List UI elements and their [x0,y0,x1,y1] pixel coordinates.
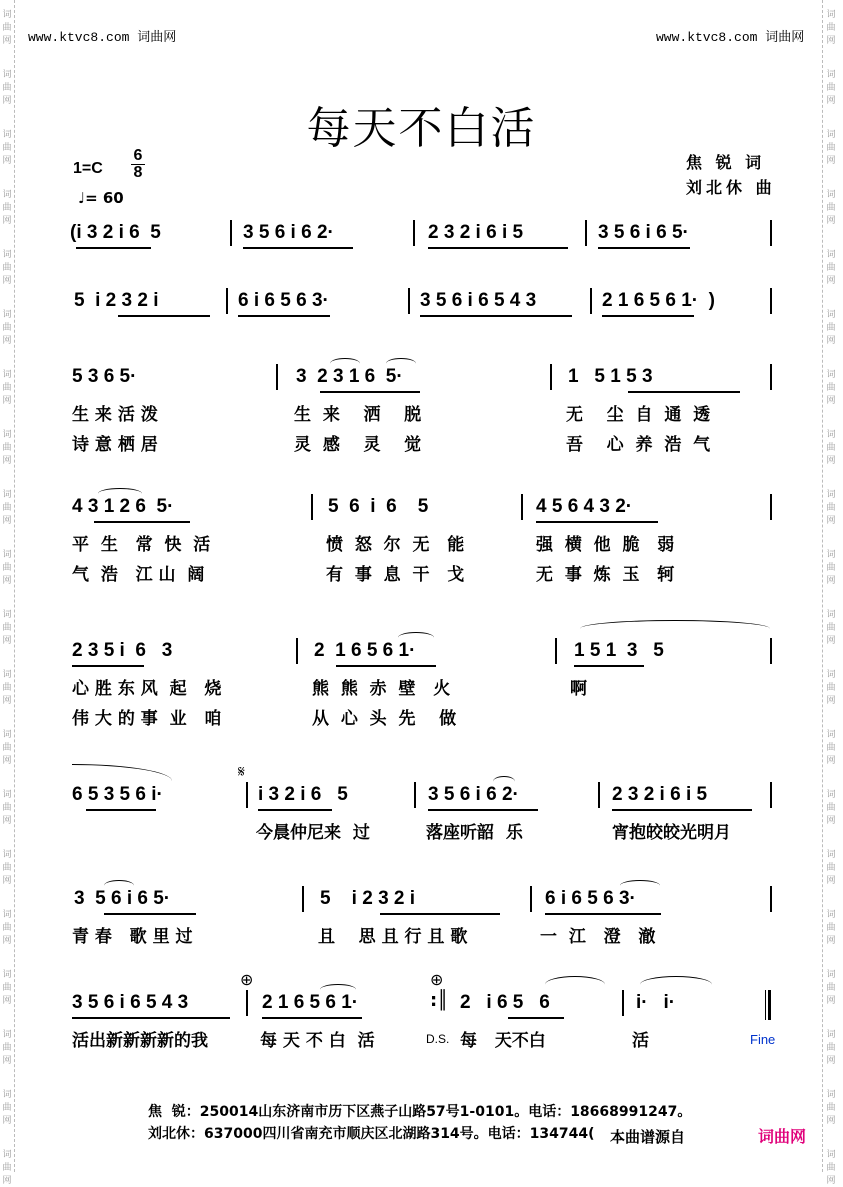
source-note: 本曲谱源自 [610,1128,686,1146]
lyrics-verse-1: 每 天不白 [460,1031,546,1051]
watermark-char: 词 [826,910,836,920]
measure-7-2: 5 i 2 3 2 i [320,888,416,909]
watermark-char: 曲 [826,203,836,213]
measure-5-1: 2 3 5 i 6 3 [72,640,173,661]
beam-underline [628,391,740,393]
watermark-char: 词 [826,1030,836,1040]
site-url-right[interactable]: www.ktvc8.com 词曲网 [656,30,805,45]
watermark-char: 网 [2,156,12,166]
barline [770,364,772,390]
lyrics-verse-2: 有 事 息 干 戈 [326,565,465,585]
lyrics-verse-2: 灵 感 灵 觉 [294,435,422,455]
coda-icon: ⊕ [240,970,254,989]
watermark-char: 曲 [2,1043,12,1053]
watermark-char: 曲 [826,323,836,333]
song-title: 每天不白活 [306,103,537,154]
barline [770,638,772,664]
watermark-char: 网 [826,696,836,706]
lyrics-verse-2: 诗 意 栖 居 [72,435,158,455]
beam-underline [262,1017,362,1019]
lyrics-verse-1: 每 天 不 白 活 [260,1031,375,1051]
watermark-char: 曲 [2,263,12,273]
slur [398,632,434,643]
watermark-char: 网 [2,936,12,946]
barline [770,220,772,246]
slur [386,358,416,369]
watermark-char: 词 [2,370,12,380]
slur [104,880,134,891]
barline [590,288,592,314]
watermark-char: 网 [826,1116,836,1126]
measure-2-1: 5 i 2 3 2 i [74,290,159,311]
measure-8-2: 2 1 6 5 6 1· [262,992,359,1013]
watermark-char: 网 [2,756,12,766]
measure-6-3: 3 5 6 i 6 2· [428,784,519,805]
brand-logo-text[interactable]: 词曲网 [758,1127,807,1146]
lyrics-verse-1: 宵抱皎皎光明月 [612,823,731,843]
site-url-left[interactable]: www.ktvc8.com 词曲网 [28,30,177,45]
watermark-char: 网 [2,1056,12,1066]
watermark-char: 词 [2,910,12,920]
watermark-char: 词 [2,490,12,500]
watermark-char: 网 [826,276,836,286]
lyrics-verse-1: 愤 怒 尔 无 能 [326,535,465,555]
watermark-char: 曲 [826,1163,836,1173]
measure-6-4: 2 3 2 i 6 i 5 [612,784,708,805]
watermark-char: 曲 [826,1043,836,1053]
coda-icon: ⊕ [430,970,444,989]
beam-underline [428,809,538,811]
watermark-char: 曲 [826,863,836,873]
watermark-char: 词 [2,610,12,620]
watermark-char: 曲 [826,923,836,933]
watermark-char: 曲 [826,503,836,513]
watermark-char: 词 [2,730,12,740]
watermark-char: 词 [2,790,12,800]
lyrics-verse-1: 青 春 歌 里 过 [72,927,193,947]
measure-4-2: 5 6 i 6 5 [328,496,429,517]
measure-6-2: i 3 2 i 6 5 [258,784,348,805]
time-signature [131,148,145,181]
measure-7-1: 3 5 6 i 6 5· [74,888,171,909]
watermark-char: 词 [2,1090,12,1100]
measure-1-4: 3 5 6 i 6 5· [598,222,689,243]
watermark-char: 词 [2,670,12,680]
watermark-char: 曲 [2,623,12,633]
watermark-char: 词 [826,370,836,380]
barline [770,288,772,314]
lyrics-verse-1: 今晨仲尼来 过 [256,823,370,843]
beam-underline [238,315,330,317]
watermark-char: 网 [826,36,836,46]
watermark-char: 网 [826,456,836,466]
slur-long [545,976,605,993]
beam-underline [420,315,572,317]
beam-underline [545,913,661,915]
beam-underline [508,1017,564,1019]
lyrics-verse-1: 强 横 他 脆 弱 [536,535,675,555]
watermark-char: 词 [826,490,836,500]
watermark-char: 词 [2,70,12,80]
beam-underline [380,913,500,915]
watermark-char: 曲 [2,1103,12,1113]
slur-long [72,764,172,781]
watermark-char: 曲 [826,563,836,573]
measure-2-2: 6 i 6 5 6 3· [238,290,329,311]
barline [311,494,313,520]
watermark-char: 网 [2,396,12,406]
measure-5-3: 1 5 1 3 5 [574,640,664,661]
tempo-value: = 60 [85,189,124,207]
beam-underline [536,521,658,523]
watermark-char: 词 [826,550,836,560]
barline [276,364,278,390]
watermark-char: 词 [826,1150,836,1160]
barline [598,782,600,808]
lyrics-verse-1: 活出新新新新的我 [72,1031,208,1051]
beam-underline [76,247,151,249]
watermark-char: 曲 [826,263,836,273]
beam-underline [574,665,644,667]
watermark-char: 曲 [2,443,12,453]
watermark-char: 曲 [2,383,12,393]
watermark-char: 曲 [826,683,836,693]
watermark-char: 曲 [2,203,12,213]
watermark-char: 网 [826,816,836,826]
watermark-char: 词 [2,970,12,980]
watermark-char: 曲 [826,983,836,993]
time-bottom: 8 [131,164,145,181]
beam-underline [612,809,752,811]
watermark-char: 词 [2,550,12,560]
slur [620,880,660,891]
beam-underline [72,1017,230,1019]
measure-3-3: 1 5 1 5 3 [568,366,653,387]
fine-marking: Fine [750,1032,776,1047]
watermark-char: 网 [826,576,836,586]
watermark-char: 曲 [2,863,12,873]
watermark-char: 曲 [826,143,836,153]
lyrics-verse-1: 生 来 活 泼 [72,405,158,425]
beam-underline [94,521,190,523]
barline [408,288,410,314]
slur [330,358,360,369]
barline [555,638,557,664]
measure-6-1: 6 5 3 5 6 i· [72,784,163,805]
watermark-char: 曲 [2,503,12,513]
barline [622,990,624,1016]
lyrics-verse-2: 从 心 头 先 做 [312,709,457,729]
lyrics-verse-2: 气 浩 江 山 阔 [72,565,205,585]
barline [302,886,304,912]
lyrics-verse-2: 无 事 炼 玉 轲 [536,565,675,585]
lyrics-verse-1: 心 胜 东 风 起 烧 [72,679,222,699]
watermark-char: 曲 [2,743,12,753]
watermark-char: 网 [826,216,836,226]
lyrics-verse-2: 伟 大 的 事 业 咱 [72,709,222,729]
measure-2-3: 3 5 6 i 6 5 4 3 [420,290,537,311]
watermark-char: 词 [2,250,12,260]
lyrics-verse-1: 一 江 澄 澈 [540,927,656,947]
measure-8-1: 3 5 6 i 6 5 4 3 [72,992,189,1013]
barline [521,494,523,520]
beam-underline [118,315,210,317]
watermark-char: 曲 [2,23,12,33]
measure-4-3: 4 5 6 4 3 2· [536,496,633,517]
watermark-char: 词 [826,70,836,80]
watermark-char: 网 [826,396,836,406]
lyrics-verse-1: 落座听韶 乐 [426,823,523,843]
watermark-char: 网 [2,636,12,646]
slur [320,984,356,995]
watermark-char: 曲 [2,1163,12,1173]
watermark-char: 词 [826,850,836,860]
measure-7-3: 6 i 6 5 6 3· [545,888,636,909]
watermark-char: 曲 [826,83,836,93]
barline [246,782,248,808]
beam-underline [243,247,353,249]
watermark-char: 网 [2,36,12,46]
watermark-char: 网 [2,276,12,286]
segno-icon: 𝄋 [238,762,245,781]
slur [493,776,515,787]
watermark-char: 网 [826,156,836,166]
watermark-char: 曲 [2,683,12,693]
ds-marking: D.S. [426,1032,450,1046]
watermark-char: 曲 [2,923,12,933]
watermark-char: 词 [826,610,836,620]
measure-5-2: 2 1 6 5 6 1· [314,640,416,661]
measure-1-1: (i 3 2 i 6 5 [70,222,161,243]
beam-underline [72,665,144,667]
watermark-char: 网 [2,576,12,586]
watermark-char: 词 [826,190,836,200]
watermark-char: 网 [826,1176,836,1186]
watermark-char: 词 [826,730,836,740]
measure-8-3: 2 i 6 5 6 [460,992,550,1013]
watermark-char: 词 [826,310,836,320]
watermark-char: 词 [826,130,836,140]
barline [414,782,416,808]
watermark-char: 曲 [826,23,836,33]
barline [770,494,772,520]
watermark-char: 词 [826,10,836,20]
lyrics-verse-1: 啊 [570,679,587,699]
watermark-char: 曲 [2,983,12,993]
watermark-char: 词 [826,430,836,440]
footer-contact-composer: 刘北休：637000四川省南充市顺庆区北湖路314号。电话：134744( [148,1126,595,1142]
measure-3-1: 5 3 6 5· [72,366,137,387]
barline [230,220,232,246]
barline [296,638,298,664]
watermark-char: 网 [2,216,12,226]
measure-3-2: 3 2 3 1 6 5· [296,366,403,387]
beam-underline [320,391,420,393]
watermark-char: 网 [2,1116,12,1126]
watermark-char: 网 [826,516,836,526]
tempo-marking [78,189,124,207]
quarter-note-icon: ♩ [78,189,86,207]
barline [530,886,532,912]
lyrics-verse-1: 无 尘 自 通 透 [566,405,711,425]
watermark-char: 网 [826,1056,836,1066]
measure-8-4: i· i· [636,992,676,1013]
lyrics-verse-1: 活 [632,1031,649,1051]
watermark-char: 曲 [2,803,12,813]
key-signature: 1=C [73,160,103,177]
slur-long [640,976,712,993]
barline [585,220,587,246]
watermark-char: 词 [2,430,12,440]
watermark-char: 曲 [2,563,12,573]
lyrics-verse-1: 且 思 且 行 且 歌 [318,927,468,947]
beam-underline [86,809,156,811]
barline [413,220,415,246]
watermark-char: 词 [2,310,12,320]
watermark-char: 网 [2,336,12,346]
watermark-char: 词 [826,970,836,980]
watermark-char: 网 [826,936,836,946]
lyricist-credit: 焦 锐 词 [686,153,766,172]
watermark-char: 词 [2,190,12,200]
watermark-char: 曲 [2,143,12,153]
barline [550,364,552,390]
watermark-char: 曲 [826,1103,836,1113]
final-double-barline [765,990,771,1020]
watermark-char: 曲 [2,83,12,93]
beam-underline [428,247,568,249]
watermark-char: 曲 [826,383,836,393]
watermark-char: 词 [826,250,836,260]
watermark-char: 网 [2,816,12,826]
watermark-char: 词 [2,1150,12,1160]
watermark-char: 网 [2,696,12,706]
barline [770,782,772,808]
barline [246,990,248,1016]
watermark-char: 网 [2,516,12,526]
watermark-char: 网 [826,996,836,1006]
beam-underline [258,809,332,811]
lyrics-verse-1: 熊 熊 赤 壁 火 [312,679,451,699]
watermark-char: 词 [826,790,836,800]
watermark-char: 词 [2,10,12,20]
watermark-char: 曲 [826,803,836,813]
watermark-char: 词 [826,1090,836,1100]
watermark-char: 词 [2,1030,12,1040]
lyrics-verse-1: 平 生 常 快 活 [72,535,211,555]
measure-4-1: 4 3 1 2 6 5· [72,496,174,517]
watermark-char: 词 [2,850,12,860]
lyrics-verse-2: 吾 心 养 浩 气 [566,435,711,455]
measure-1-3: 2 3 2 i 6 i 5 [428,222,524,243]
beam-underline [336,665,436,667]
watermark-char: 网 [2,876,12,886]
watermark-char: 网 [2,996,12,1006]
measure-1-2: 3 5 6 i 6 2· [243,222,334,243]
beam-underline [104,913,196,915]
lyrics-verse-1: 生 来 洒 脱 [294,405,422,425]
barline [226,288,228,314]
watermark-char: 曲 [826,443,836,453]
watermark-char: 曲 [826,743,836,753]
watermark-char: 网 [2,96,12,106]
beam-underline [598,247,690,249]
watermark-char: 网 [826,876,836,886]
measure-2-4: 2 1 6 5 6 1· ) [602,290,716,311]
watermark-char: 词 [826,670,836,680]
watermark-char: 曲 [826,623,836,633]
repeat-dots-barline: :║ [430,990,449,1011]
watermark-char: 网 [826,96,836,106]
watermark-char: 网 [2,1176,12,1186]
watermark-char: 曲 [2,323,12,333]
slur [98,488,142,499]
watermark-char: 网 [2,456,12,466]
watermark-char: 网 [826,636,836,646]
composer-credit: 刘北休 曲 [686,178,776,197]
watermark-char: 网 [826,756,836,766]
footer-contact-lyricist: 焦 锐：250014山东济南市历下区燕子山路57号1-0101。电话：18668991247。 [148,1104,692,1120]
barline [770,886,772,912]
slur-long [580,620,770,637]
watermark-char: 词 [2,130,12,140]
time-top: 6 [133,147,143,164]
beam-underline [602,315,694,317]
watermark-char: 网 [826,336,836,346]
